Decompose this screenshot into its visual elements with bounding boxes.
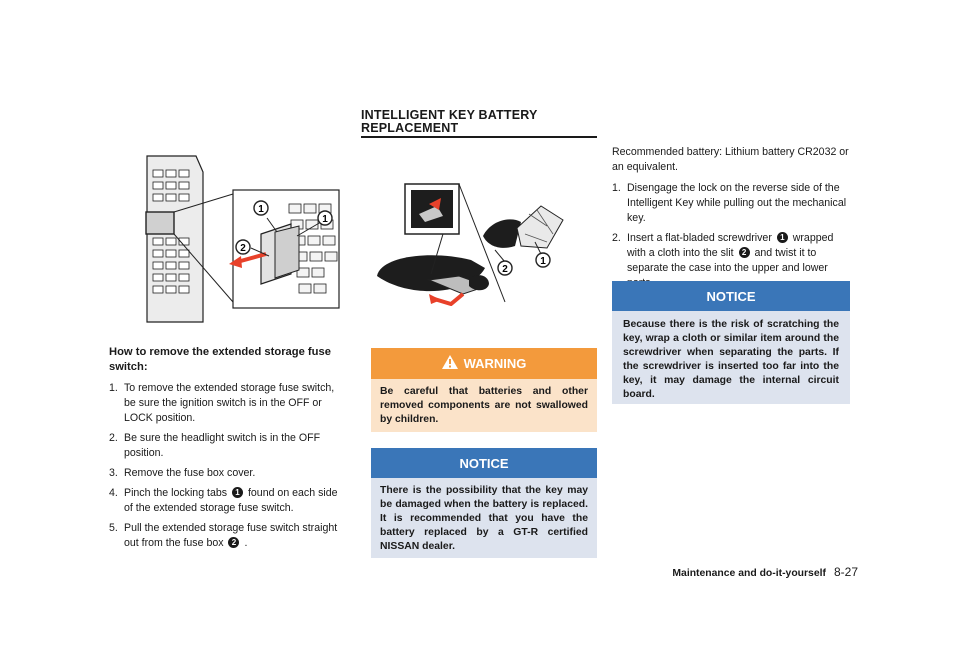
figure-callout: 2 — [502, 264, 508, 275]
list-item: 2. Be sure the headlight switch is in the OFF position. — [109, 432, 321, 459]
callout-badge: 1 — [232, 487, 243, 498]
figure-callout: 2 — [240, 243, 246, 254]
section-title: INTELLIGENT KEY BATTERY REPLACEMENT — [361, 108, 538, 135]
callout-badge: 2 — [228, 537, 239, 548]
list-item: 4. Pinch the locking tabs 1 found on each side of the extended storage fuse switch. — [109, 487, 338, 514]
warning-title: WARNING — [463, 356, 527, 371]
procedure-list — [612, 181, 849, 291]
figure-callout: 1 — [258, 204, 264, 215]
footer-section-title: Maintenance and do-it-yourself — [672, 568, 826, 579]
figure-callout: 1 — [322, 214, 328, 225]
recommended-battery-text: Recommended battery: Lithium battery CR2032 or an equivalent. — [612, 146, 849, 173]
warning-text: Be careful that batteries and other removed components are not swallowed by children. — [380, 386, 588, 425]
notice-box — [612, 281, 850, 404]
fuse-box-illustration — [141, 152, 341, 330]
list-item: 2. Insert a flat-bladed screwdriver 1 wrapped with a cloth into the slit 2 and twist it to separate the case into the upper and lower — [612, 232, 834, 274]
callout-badge: 1 — [777, 232, 788, 243]
list-item: 1. To remove the extended storage fuse switch, be sure the ignition switch is in the OFF or LOCK position. — [109, 382, 335, 424]
section-divider — [361, 136, 597, 138]
page-number: 8-27 — [833, 565, 858, 579]
right-column — [612, 145, 849, 296]
list-item: 3. Remove the fuse box cover. — [109, 467, 256, 479]
notice-title: NOTICE — [612, 281, 850, 311]
notice-box — [371, 448, 597, 558]
intelligent-key-illustration — [371, 176, 571, 306]
warning-triangle-icon — [442, 355, 458, 372]
notice-text: Because there is the risk of scratching the key, wrap a cloth or similar item around the screwdriver when separating the parts. If the screwdriver is inserted too far into the key, it may damage the internal circuit board. — [623, 319, 839, 400]
warning-box — [371, 348, 597, 432]
notice-title: NOTICE — [371, 448, 597, 478]
left-column — [109, 345, 345, 556]
page-footer — [636, 563, 858, 581]
figure-callout: 1 — [540, 256, 546, 267]
list-item: 5. Pull the extended storage fuse switch straight out from the fuse box 2 . — [109, 522, 338, 549]
warning-header — [371, 348, 597, 379]
callout-badge: 2 — [739, 247, 750, 258]
procedure-list — [109, 381, 345, 551]
list-item: 1. Disengage the lock on the reverse side of the Intelligent Key while pulling out the mechanical key. — [612, 182, 847, 224]
notice-text: There is the possibility that the key may be damaged when the battery is replaced. It is recommended that you have the battery replaced by a GT-R certified NISSAN dealer. — [380, 485, 588, 552]
procedure-heading: How to remove the extended storage fuse switch: — [109, 346, 331, 373]
